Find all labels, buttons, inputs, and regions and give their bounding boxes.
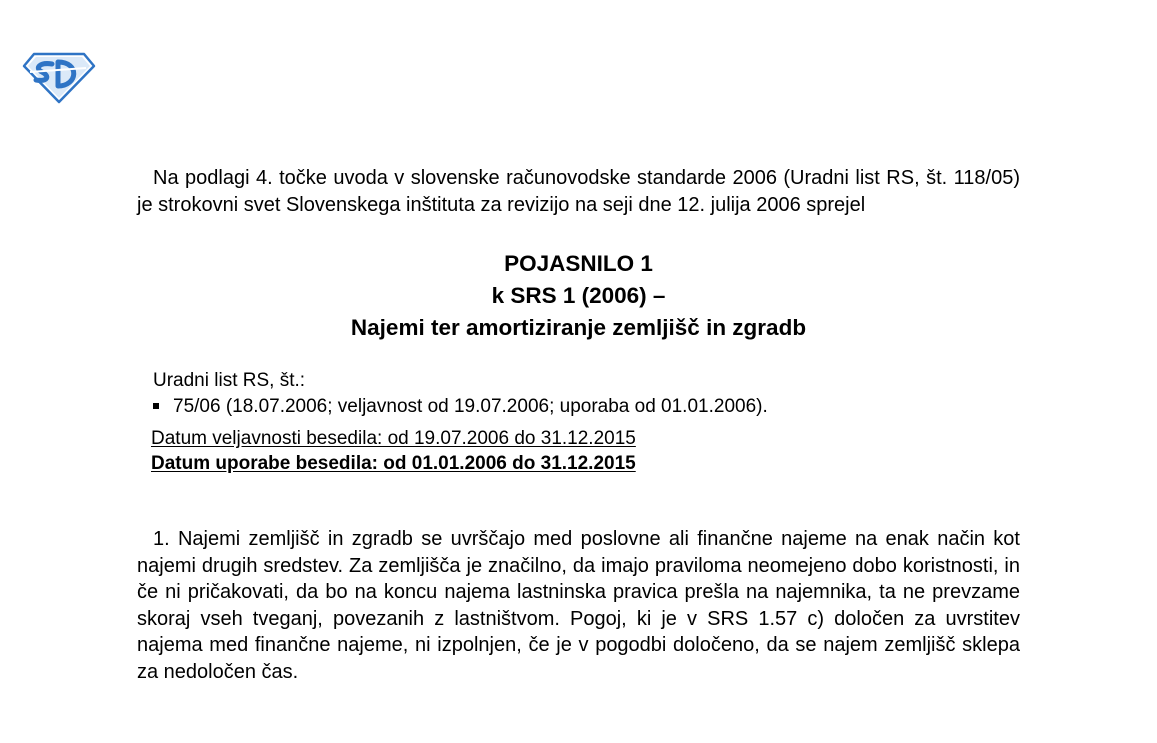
gazette-item-text: 75/06 (18.07.2006; veljavnost od 19.07.2006; uporaba od 01.01.2006). [173, 396, 768, 417]
document-title [137, 248, 1020, 344]
clause-1-paragraph: 1. Najemi zemljišč in zgradb se uvrščajo med poslovne ali finančne najeme na enak način kot najemi drugih sredstev. Za zemljišča je značilno, da imajo praviloma neomejeno dobo koristnosti, in če ni pričakovati, da bo na koncu najema lastninska pravica prešla na najemnika, ta ne prevzame skoraj vseh tveganj, povezanih z lastništvom. Pogoj, ki je v SRS 1.57 c) določen za uvrstitev najema med finančne najeme, ni izpolnjen, če je v pogodbi določeno, da se najem zemljišč sklepa za nedoločen čas. [137, 528, 1020, 683]
gazette-item [153, 394, 1020, 420]
sd-logo [22, 50, 96, 104]
dates-block [137, 426, 1020, 476]
use-date: Datum uporabe besedila: od 01.01.2006 do 31.12.2015 [151, 453, 636, 474]
title-line-1: POJASNILO 1 [504, 251, 653, 276]
gazette-label: Uradni list RS, št.: [153, 370, 306, 391]
document-body [137, 165, 1020, 685]
official-gazette-block [137, 368, 1020, 420]
title-line-2: k SRS 1 (2006) – [491, 283, 666, 308]
validity-date: Datum veljavnosti besedila: od 19.07.2006 do 31.12.2015 [151, 428, 636, 449]
title-line-3: Najemi ter amortiziranje zemljišč in zgradb [350, 315, 807, 340]
bullet-icon [153, 403, 159, 409]
intro-paragraph: Na podlagi 4. točke uvoda v slovenske računovodske standarde 2006 (Uradni list RS, št. 118/05) je strokovni svet Slovenskega inštituta za revizijo na seji dne 12. julija 2006 sprejel [137, 167, 1020, 216]
